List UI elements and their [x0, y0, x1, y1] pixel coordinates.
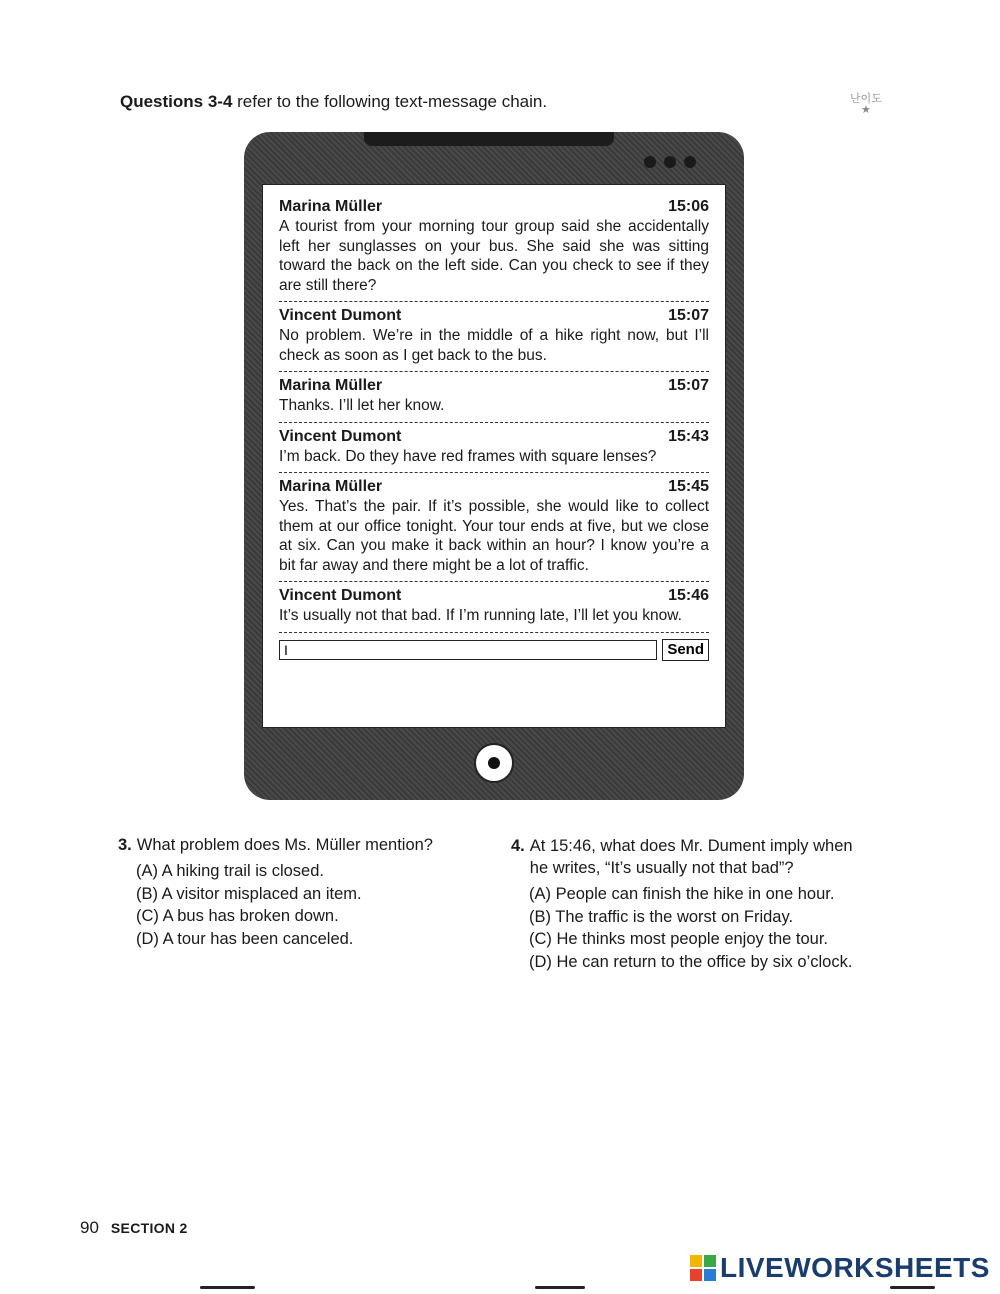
- message-sender: Marina Müller: [279, 377, 383, 394]
- message-text: Yes. That’s the pair. If it’s possible, she would like to collect them at our office tonight. Your tour ends at five, but we close at six. Can you make it back within an hour? I know you’re a bit far away and there might be a lot of traffic.: [279, 498, 709, 574]
- sensor-icon: [664, 156, 676, 168]
- logo-square: [690, 1255, 702, 1267]
- chat-message: [279, 193, 709, 302]
- difficulty-mark: [850, 94, 882, 116]
- answer-option: (B) A visitor misplaced an item.: [136, 884, 362, 903]
- message-time: 15:43: [668, 427, 709, 445]
- answer-option: (C) A bus has broken down.: [136, 907, 339, 925]
- difficulty-label: 난이도: [850, 93, 882, 105]
- message-time: 15:06: [668, 198, 709, 215]
- message-sender: Vincent Dumont: [279, 307, 402, 324]
- question-4: [511, 835, 911, 973]
- message-time: 15:07: [668, 307, 709, 324]
- intro-text: refer to the following text-message chain.: [232, 92, 548, 111]
- logo-square: [704, 1255, 716, 1267]
- message-text: A tourist from your morning tour group said she accidentally left her sunglasses on your bus. She said she was sitting toward the back on the left side. Can you check to see if they are still there?: [279, 218, 709, 294]
- answer-option: (A) People can finish the hike in one hour.: [529, 885, 835, 903]
- message-text: Thanks. I’ll let her know.: [279, 397, 445, 414]
- answer-option: (D) A tour has been canceled.: [136, 929, 354, 948]
- message-time: 15:07: [668, 377, 709, 394]
- question-number: 3.: [118, 836, 132, 854]
- chat-screen: [262, 184, 726, 728]
- question-3: [118, 834, 478, 950]
- tablet-notch: [364, 132, 614, 146]
- message-sender: Vincent Dumont: [279, 427, 402, 445]
- sensor-icon: [684, 156, 696, 168]
- send-button[interactable]: Send: [662, 639, 709, 661]
- message-text: It’s usually not that bad. If I’m running late, I’ll let you know.: [279, 607, 682, 624]
- message-time: 15:46: [668, 587, 709, 604]
- page-footer: [80, 1218, 188, 1238]
- message-sender: Vincent Dumont: [279, 587, 402, 604]
- chat-message: [279, 302, 709, 372]
- message-time: 15:45: [668, 478, 709, 495]
- home-button[interactable]: [474, 743, 514, 783]
- logo-square: [690, 1269, 702, 1281]
- answer-option: (C) He thinks most people enjoy the tour.: [529, 930, 828, 948]
- scan-artifact: [200, 1286, 255, 1289]
- answer-options: [529, 883, 911, 973]
- message-text: I’m back. Do they have red frames with square lenses?: [279, 447, 657, 465]
- camera-icon: [644, 156, 656, 168]
- answer-options: [136, 860, 478, 950]
- intro-bold: Questions 3-4: [120, 92, 233, 111]
- scan-artifact: [535, 1286, 585, 1289]
- answer-option: (A) A hiking trail is closed.: [136, 862, 324, 880]
- question-number: 4.: [511, 837, 525, 855]
- chat-message: [279, 372, 709, 423]
- difficulty-star-icon: ★: [861, 104, 871, 116]
- tablet-device: [244, 132, 744, 800]
- chat-message: [279, 582, 709, 633]
- question-text: What problem does Ms. Müller mention?: [136, 836, 433, 854]
- logo-text: LIVEWORKSHEETS: [720, 1252, 990, 1283]
- page-number: 90: [80, 1218, 99, 1237]
- message-sender: Marina Müller: [279, 478, 383, 495]
- scan-artifact: [890, 1286, 935, 1289]
- liveworksheets-logo[interactable]: [690, 1252, 990, 1284]
- question-text: At 15:46, what does Mr. Dument imply when he writes, “It’s usually not that bad”?: [529, 837, 853, 877]
- message-input[interactable]: [279, 640, 657, 660]
- chat-message: [279, 473, 709, 582]
- chat-message: [279, 423, 709, 474]
- answer-option: (D) He can return to the office by six o’clock.: [529, 952, 853, 971]
- compose-bar: [279, 639, 709, 661]
- answer-option: (B) The traffic is the worst on Friday.: [529, 907, 794, 926]
- message-sender: Marina Müller: [279, 198, 383, 215]
- home-dot-icon: [488, 757, 500, 769]
- intro-heading: [120, 92, 547, 112]
- message-text: No problem. We’re in the middle of a hike right now, but I’ll check as soon as I get back to the bus.: [279, 327, 709, 364]
- logo-squares-icon: [690, 1255, 716, 1281]
- logo-square: [704, 1269, 716, 1281]
- section-label: SECTION 2: [110, 1220, 188, 1236]
